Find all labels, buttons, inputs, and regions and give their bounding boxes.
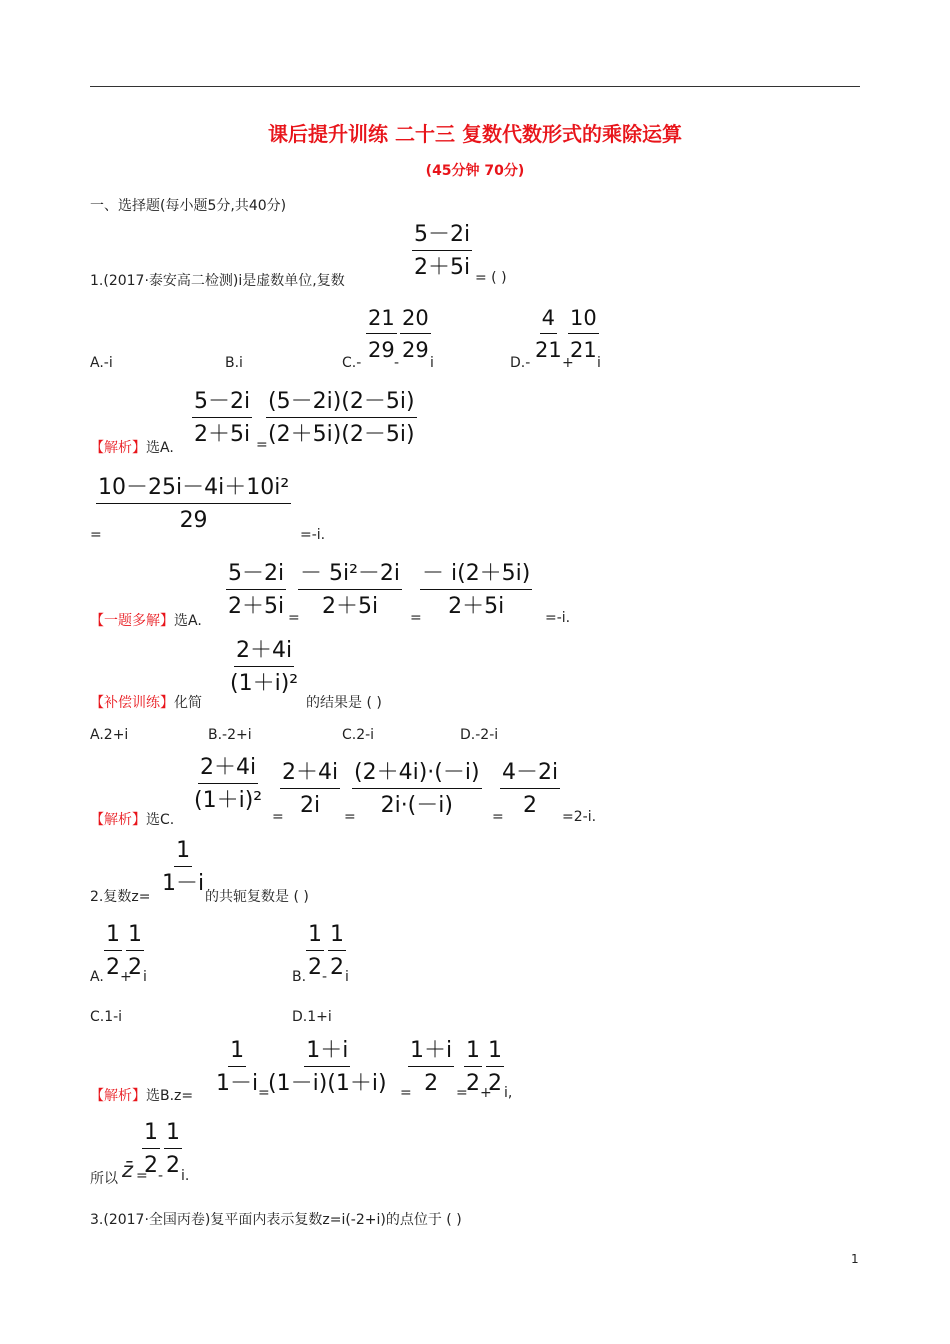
analysis-choice: 选C. xyxy=(146,812,175,828)
q2-stem-tail: 的共轭复数是 ( ) xyxy=(205,889,309,905)
q2-option-a-frac1: 1 2 xyxy=(106,922,120,980)
bu-analysis-frac1: 2＋4i (1＋i)² xyxy=(194,755,263,813)
top-rule xyxy=(90,86,860,87)
q1-analysis-line xyxy=(90,437,174,457)
q1-option-d-prefix: D.- xyxy=(510,355,531,371)
q2-fraction: 1 1－i xyxy=(162,838,205,896)
analysis-tag: 【解析】 xyxy=(90,440,146,456)
q1-option-c-prefix: C.- xyxy=(342,355,362,371)
bu-option-c: C.2-i xyxy=(342,727,375,743)
q2-stem: 2.复数z= xyxy=(90,889,151,905)
q2-analysis-frac1: 1 1－i xyxy=(216,1038,259,1096)
q1-option-a: A.-i xyxy=(90,355,113,371)
multi-solution-choice: 选A. xyxy=(174,613,202,629)
q1-multi-line xyxy=(90,610,202,630)
q1-option-b: B.i xyxy=(225,355,243,371)
section-heading: 一、选择题(每小题5分,共40分) xyxy=(90,198,287,214)
equals-sign: = xyxy=(400,1085,412,1101)
equals-sign: = xyxy=(410,610,422,626)
equals-sign: = xyxy=(272,809,284,825)
bu-analysis-frac4: 4－2i 2 xyxy=(502,760,559,818)
q1-option-c-i: i xyxy=(430,355,434,371)
minus-sign: - xyxy=(158,1168,164,1184)
equals-sign: = xyxy=(90,527,102,543)
equals-sign: = xyxy=(456,1085,468,1101)
q2-option-a-prefix: A. xyxy=(90,969,104,985)
q1-multi-result: =-i. xyxy=(545,610,571,626)
q1-stem-tail: = ( ) xyxy=(475,270,507,286)
bu-analysis-result: =2-i. xyxy=(562,809,597,825)
q1-multi-frac1: 5－2i 2＋5i xyxy=(228,561,285,619)
equals-sign: = xyxy=(288,610,300,626)
q2-option-d: D.1+i xyxy=(292,1009,332,1025)
plus-sign: + xyxy=(480,1085,492,1101)
q1-analysis-frac1: 5－2i 2＋5i xyxy=(194,389,251,447)
analysis-tag: 【解析】 xyxy=(90,812,146,828)
q2-analysis-post: i, xyxy=(504,1085,513,1101)
bu-analysis-frac3: (2＋4i)·(－i) 2i·(－i) xyxy=(354,760,480,818)
page-title: 课后提升训练 二十三 复数代数形式的乘除运算 xyxy=(268,122,682,146)
q1-option-d-plus: + xyxy=(562,355,574,371)
q2-analysis-line xyxy=(90,1085,193,1105)
bu-stem-line xyxy=(90,692,202,712)
q2-so-frac1: 1 2 xyxy=(144,1120,158,1178)
q1-option-d-i: i xyxy=(597,355,601,371)
analysis-choice: 选A. xyxy=(146,440,174,456)
equals-sign: = xyxy=(256,437,268,453)
q2-so-text: 所以 xyxy=(90,1171,118,1187)
q2-option-c: C.1-i xyxy=(90,1009,123,1025)
analysis-tag: 【解析】 xyxy=(90,1088,146,1104)
bu-option-a: A.2+i xyxy=(90,727,129,743)
q1-option-d-frac2: 10 21 xyxy=(570,306,597,362)
equals-sign: = xyxy=(258,1085,270,1101)
q2-analysis-frac5: 1 2 xyxy=(488,1038,502,1096)
page-number: 1 xyxy=(851,1252,859,1266)
bu-fraction: 2＋4i (1＋i)² xyxy=(230,638,299,696)
bu-option-d: D.-2-i xyxy=(460,727,499,743)
compensation-tag: 【补偿训练】 xyxy=(90,695,174,711)
q1-multi-frac3: － i(2＋5i) 2＋5i xyxy=(422,561,531,619)
q1-option-c-minus: - xyxy=(394,355,400,371)
q1-stem: 1.(2017·泰安高二检测)i是虚数单位,复数 xyxy=(90,273,345,289)
q1-option-d-frac1: 4 21 xyxy=(535,306,562,362)
q2-so-post: i. xyxy=(181,1168,190,1184)
bu-stem-text: 化简 xyxy=(174,695,202,711)
q1-option-c-frac2: 20 29 xyxy=(402,306,429,362)
bu-stem-tail: 的结果是 ( ) xyxy=(306,695,382,711)
q2-option-b-frac2: 1 2 xyxy=(330,922,344,980)
q2-option-a-frac2: 1 2 xyxy=(128,922,142,980)
q2-option-b-minus: - xyxy=(322,969,328,985)
q2-analysis-frac4: 1 2 xyxy=(466,1038,480,1096)
q2-analysis-frac3: 1＋i 2 xyxy=(410,1038,453,1096)
equals-sign: = xyxy=(136,1168,148,1184)
analysis-choice: 选B.z= xyxy=(146,1088,194,1104)
q3-stem: 3.(2017·全国丙卷)复平面内表示复数z=i(-2+i)的点位于 ( ) xyxy=(90,1212,462,1228)
q1-analysis-frac2: (5－2i)(2－5i) (2＋5i)(2－5i) xyxy=(268,389,415,447)
multi-solution-tag: 【一题多解】 xyxy=(90,613,174,629)
q2-option-b-i: i xyxy=(345,969,349,985)
q2-option-b-frac1: 1 2 xyxy=(308,922,322,980)
equals-sign: = xyxy=(344,809,356,825)
z-conjugate: z̄ xyxy=(122,1158,134,1182)
equals-sign: = xyxy=(492,809,504,825)
q1-option-c-frac1: 21 29 xyxy=(368,306,395,362)
bu-analysis-line xyxy=(90,809,174,829)
bu-analysis-frac2: 2＋4i 2i xyxy=(282,760,339,818)
q2-analysis-frac2: 1＋i (1－i)(1＋i) xyxy=(268,1038,387,1096)
bu-option-b: B.-2+i xyxy=(208,727,252,743)
q2-option-b-prefix: B. xyxy=(292,969,307,985)
q2-option-a-plus: + xyxy=(120,969,132,985)
q1-analysis-result: =-i. xyxy=(300,527,326,543)
q1-fraction: 5－2i 2＋5i xyxy=(414,222,471,280)
q2-so-frac2: 1 2 xyxy=(166,1120,180,1178)
q1-analysis-frac3: 10－25i－4i＋10i² 29 xyxy=(98,475,290,533)
page-subtitle: (45分钟 70分) xyxy=(425,163,525,179)
q1-multi-frac2: － 5i²－2i 2＋5i xyxy=(300,561,401,619)
q2-option-a-i: i xyxy=(143,969,147,985)
